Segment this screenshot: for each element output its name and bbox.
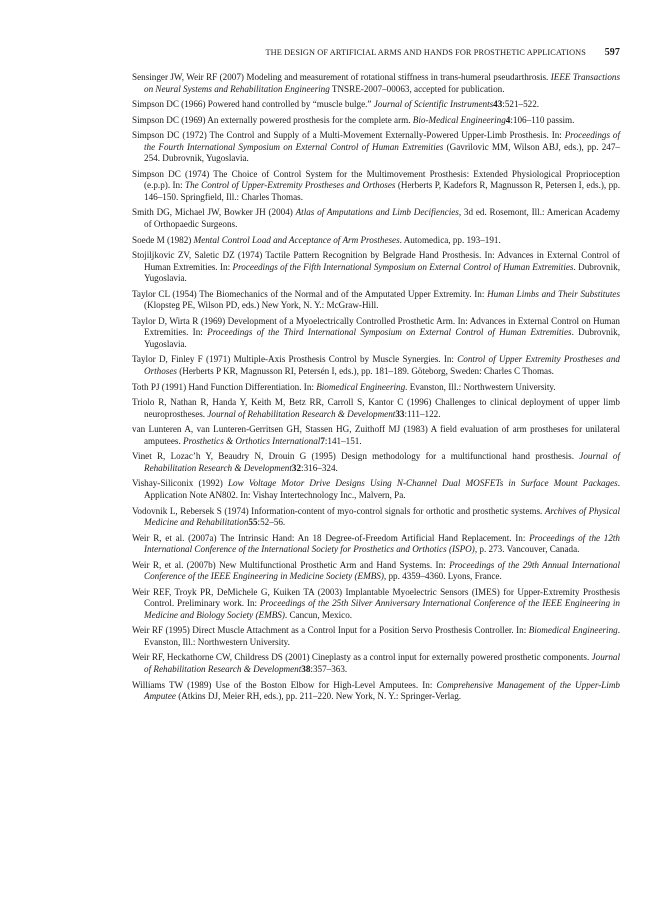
reference-title: Proceedings of the Fourth International Symposium on External Control of Human Extremities (144, 130, 620, 152)
reference-text-tail: . Application Note AN802. In: Vishay Intertechnology Inc., Malvern, Pa. (144, 478, 620, 500)
reference-entry (132, 250, 620, 285)
reference-text: Vinet R, Lozac’h Y, Beaudry N, Drouin G (1995) Design methodology for a multifunctional hand prosthesis. (132, 451, 580, 462)
reference-title: Journal of Rehabilitation Research & Development (144, 451, 620, 473)
reference-volume: 4 (505, 114, 511, 125)
reference-text: van Lunteren A, van Lunteren-Gerritsen GH, Stassen HG, Zuithoff MJ (1983) A field evaluation of arm prostheses for unilateral amputees. (132, 424, 620, 446)
reference-title: Archives of Physical Medicine and Rehabilitation (144, 505, 620, 527)
reference-text: Simpson DC (1969) An externally powered prosthesis for the complete arm. (132, 114, 413, 125)
reference-text-tail: , pp. 4359–4360. Lyons, France. (383, 571, 502, 582)
reference-text-tail: , 3d ed. Rosemont, Ill.: American Academy of Orthopaedic Surgeons. (144, 207, 620, 229)
reference-entry (132, 478, 620, 501)
reference-entry (132, 652, 620, 675)
reference-text: Simpson DC (1966) Powered hand controlled by “muscle bulge.” (132, 99, 374, 110)
reference-title: Proceedings of the 12th International Conference of the International Society for Prosthetics and Orthotics (ISPO) (144, 532, 620, 555)
reference-entry (132, 625, 620, 648)
reference-entry (132, 130, 620, 165)
reference-entry (132, 115, 620, 127)
reference-text-tail: :111–122. (404, 408, 441, 419)
reference-volume: 43 (493, 99, 503, 110)
reference-volume: 33 (395, 408, 405, 419)
reference-text-tail: :106–110 passim. (510, 114, 575, 125)
reference-text-tail: (Herberts P KR, Magnusson RI, Petersén I, eds.), pp. 181–189. Göteborg, Sweden: Charles C Thomas. (176, 365, 554, 376)
reference-title: Proceedings of the Third International Symposium on External Control of Human Extremities (207, 327, 572, 338)
reference-entry (132, 424, 620, 447)
reference-title: Comprehensive Management of the Upper-Limb Amputee (144, 679, 620, 702)
reference-title: Bio-Medical Engineering (412, 114, 506, 125)
reference-text-tail: :141–151. (324, 435, 362, 446)
reference-volume: 55 (248, 517, 258, 527)
reference-title: Prosthetics & Orthotics International (183, 435, 321, 446)
reference-text: Weir R, et al. (2007b) New Multifunctional Prosthetic Arm and Hand Systems. In: (132, 559, 450, 570)
reference-entry (132, 560, 620, 583)
reference-entry (132, 397, 620, 420)
reference-title: Proceedings of the 25th Silver Anniversary International Conference of the IEEE Engineering in Medicine and Biology Society (EMBS) (144, 598, 620, 620)
reference-text: Vodovnik L, Rebersek S (1974) Information-content of myo-control signals for orthotic and prosthetic systems. (132, 505, 545, 516)
reference-entry (132, 207, 620, 230)
reference-text-tail: (Atkins DJ, Meier RH, eds.), pp. 211–220. New York, N. Y.: Springer-Verlag. (175, 691, 462, 702)
reference-text-tail: . Evanston, Ill.: Northwestern University. (405, 381, 556, 392)
reference-title: IEEE Transactions on Neural Systems and Rehabilitation Engineering (144, 72, 621, 94)
reference-text-tail: . Automedica, pp. 193–191. (399, 234, 501, 245)
reference-title: Atlas of Amputations and Limb Decifiencies (295, 207, 459, 218)
reference-text: Weir RF, Heckathorne CW, Childress DS (2001) Cineplasty as a control input for externally powered prosthetic components. (132, 652, 592, 663)
reference-text-tail: . Dubrovnik, Yugoslavia. (144, 261, 620, 284)
reference-text-tail: . Cancun, Mexico. (284, 609, 353, 620)
reference-entry (132, 99, 620, 111)
reference-entry (132, 169, 620, 204)
reference-text-tail: :357–363. (310, 663, 348, 674)
reference-entry (132, 289, 620, 312)
reference-text: Smith DG, Michael JW, Bowker JH (2004) (132, 207, 296, 218)
reference-title: Journal of Rehabilitation Research & Development (144, 652, 620, 674)
reference-text: Weir REF, Troyk PR, DeMichele G, Kuiken TA (2003) Implantable Myoelectric Sensors (IMES) for Upper-Extremity Prosthesis Control. Preliminary work. In: (132, 586, 620, 609)
running-title: THE DESIGN OF ARTIFICIAL ARMS AND HANDS FOR PROSTHETIC APPLICATIONS (265, 48, 586, 57)
reference-title: Journal of Scientific Instruments (373, 99, 494, 110)
reference-entry (132, 533, 620, 556)
reference-entry (132, 506, 620, 529)
reference-text-tail: (Herberts P, Kadefors R, Magnusson R, Petersen I, eds.), pp. 146–150. Springfield, Ill.: Charles Thomas. (144, 180, 620, 202)
reference-text-tail: :521–522. (502, 99, 540, 110)
reference-list (132, 72, 620, 707)
reference-title: The Control of Upper-Extremity Prostheses and Orthoses (185, 180, 396, 191)
reference-text: Toth PJ (1991) Hand Function Differentiation. In: (132, 381, 317, 392)
reference-title: Biomedical Engineering (528, 625, 618, 636)
reference-text: Soede M (1982) (132, 234, 194, 245)
reference-entry (132, 587, 620, 622)
reference-text: Williams TW (1989) Use of the Boston Elbow for High-Level Amputees. In: (132, 679, 437, 690)
reference-text: Sensinger JW, Weir RF (2007) Modeling and measurement of rotational stiffness in trans-humeral pseudarthrosis. (132, 72, 551, 82)
reference-title: Journal of Rehabilitation Research & Development (207, 408, 396, 419)
reference-text-tail: (Gavrilovic MM, Wilson ABJ, eds.), pp. 247–254. Dubrovnik, Yugoslavia. (144, 141, 620, 164)
reference-title: Mental Control Load and Acceptance of Arm Prostheses (193, 234, 400, 245)
reference-volume: 7 (320, 435, 325, 446)
reference-title: Proceedings of the Fifth International Symposium on External Control of Human Extremities (232, 261, 574, 272)
reference-text-tail: . Evanston, Ill.: Northwestern University. (144, 625, 620, 647)
reference-text: Vishay-Siliconix (1992) (132, 478, 228, 489)
reference-entry (132, 235, 620, 247)
reference-text-tail: :316–324. (301, 462, 338, 473)
reference-text: Taylor CL (1954) The Biomechanics of the Normal and of the Amputated Upper Extremity. In: (132, 288, 488, 299)
reference-volume: 32 (291, 462, 302, 473)
reference-entry (132, 451, 620, 474)
reference-text: Taylor D, Finley F (1971) Multiple-Axis Prosthesis Control by Muscle Synergies. In: (132, 354, 458, 365)
page-number: 597 (604, 47, 620, 58)
reference-title: Low Voltage Motor Drive Designs Using N-Channel Dual MOSFETs in Surface Mount Packages (227, 478, 618, 489)
reference-text: Simpson DC (1974) The Choice of Control System for the Multimovement Prosthesis: Extended Physiological Proprioception (e.p.p). In: (132, 168, 620, 191)
reference-entry (132, 72, 620, 95)
reference-entry (132, 316, 620, 351)
reference-text-tail: :52–56. (257, 517, 286, 527)
reference-text: Simpson DC (1972) The Control and Supply of a Multi-Movement Externally-Powered Upper-Limb Prosthesis. In: (132, 130, 565, 141)
reference-text-tail: (Klopsteg PE, Wilson PD, eds.) New York, N. Y.: McGraw-Hill. (144, 300, 379, 311)
reference-entry (132, 680, 620, 703)
reference-text-tail: , p. 273. Vancouver, Canada. (474, 544, 580, 555)
reference-text: Weir RF (1995) Direct Muscle Attachment as a Control Input for a Position Servo Prosthesis Controller. In: (132, 625, 529, 636)
reference-volume: 38 (301, 663, 311, 674)
reference-text-tail: . Dubrovnik, Yugoslavia. (144, 327, 620, 349)
reference-title: Human Limbs and Their Substitutes (487, 288, 620, 299)
reference-text: Stojiljkovic ZV, Saletic DZ (1974) Tactile Pattern Recognition by Belgrade Hand Prosthesis. In: Advances in External Control of Human Extremities. In: (132, 250, 620, 272)
reference-title: Control of Upper Extremity Prostheses and Orthoses (144, 354, 620, 376)
reference-text: Taylor D, Wirta R (1969) Development of a Myoelectrically Controlled Prosthetic Arm. In: Advances in External Control on Human Extremities. In: (132, 315, 620, 338)
reference-title: Biomedical Engineering (316, 381, 406, 392)
reference-entry (132, 382, 620, 394)
reference-text-tail: TNSRE-2007–00063, accepted for publication. (329, 83, 505, 94)
reference-title: Proceedings of the 29th Annual International Conference of the IEEE Engineering in Medicine Society (EMBS) (144, 559, 621, 582)
reference-entry (132, 354, 620, 377)
reference-text: Weir R, et al. (2007a) The Intrinsic Hand: An 18 Degree-of-Freedom Artificial Hand Replacement. In: (132, 532, 530, 543)
reference-text: Triolo R, Nathan R, Handa Y, Keith M, Betz RR, Carroll S, Kantor C (1996) Challenges to clinical deployment of upper limb neuroprostheses. (132, 397, 620, 419)
running-header (130, 47, 620, 61)
